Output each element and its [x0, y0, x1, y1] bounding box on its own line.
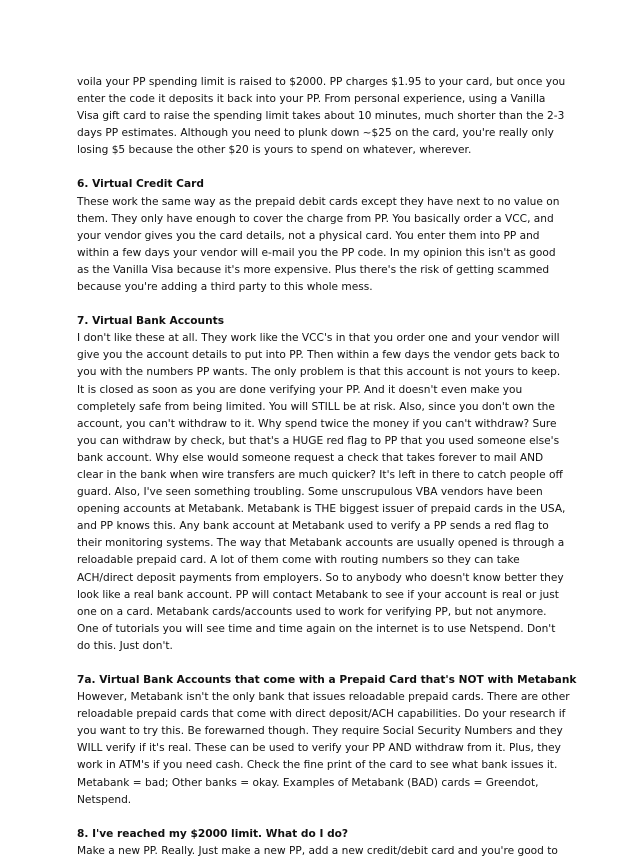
text-line: because you're adding a third party to this whole mess. — [77, 281, 373, 294]
text-line: However, Metabank isn't the only bank that issues reloadable prepaid cards. There are other — [77, 691, 570, 704]
text-line: work in ATM's if you need cash. Check the fine print of the card to see what bank issues it. — [77, 759, 558, 772]
text-line: reloadable prepaid card. A lot of them come with routing numbers so they can take — [77, 554, 520, 567]
section-spacer — [77, 655, 565, 672]
text-line: do this. Just don't. — [77, 639, 173, 652]
section-heading-virtual-bank-accounts: 7. Virtual Bank Accounts — [77, 315, 225, 328]
text-line: These work the same way as the prepaid debit cards except they have next to no value on — [77, 195, 560, 208]
text-line: one on a card. Metabank cards/accounts used to work for verifying PP, but not anymore. — [77, 605, 547, 618]
text-line: clear in the bank when wire transfers are much quicker? It's left in there to catch people off — [77, 468, 563, 481]
text-line: completely safe from being limited. You will STILL be at risk. Also, since you don't own the — [77, 400, 555, 413]
section-spacer — [77, 809, 565, 826]
text-line: as the Vanilla Visa because it's more expensive. Plus there's the risk of getting scammed — [77, 263, 550, 276]
text-line: account, you can't withdraw to it. Why spend twice the money if you can't withdraw? Sure — [77, 417, 557, 430]
text-line: bank account. Why else would someone request a check that takes forever to mail AND — [77, 451, 544, 464]
text-line: their monitoring systems. The way that Metabank accounts are usually opened is through a — [77, 537, 565, 550]
text-line: and PP knows this. Any bank account at Metabank used to verify a PP sends a red flag to — [77, 520, 549, 533]
text-line: give you the account details to put into PP. Then within a few days the vendor gets back to — [77, 349, 560, 362]
text-line: I don't like these at all. They work like the VCC's in that you order one and your vendor will — [77, 332, 560, 345]
text-line: days PP estimates. Although you need to plunk down ~$25 on the card, you're really only — [77, 127, 554, 140]
text-line: your vendor gives you the card details, not a physical card. You enter them into PP and — [77, 229, 540, 242]
section-body-prepaid-card-accounts — [77, 689, 570, 809]
intro-paragraph — [77, 74, 565, 159]
text-line: enter the code it deposits it back into your PP. From personal experience, using a Vanilla — [77, 93, 546, 106]
text-line: you can withdraw by check, but that's a HUGE red flag to PP that you used someone else's — [77, 434, 560, 447]
document-page — [77, 74, 577, 860]
section-heading-limit-reached: 8. I've reached my $2000 limit. What do I do? — [77, 827, 349, 840]
text-line: opening accounts at Metabank. Metabank is THE biggest issuer of prepaid cards in the USA, — [77, 503, 566, 516]
text-line: It is closed as soon as you are done verifying your PP. And it doesn't even make you — [77, 383, 523, 396]
text-line: them. They only have enough to cover the charge from PP. You basically order a VCC, and — [77, 212, 554, 225]
text-line: guard. Also, I've seen something troubling. Some unscrupulous VBA vendors have been — [77, 486, 543, 499]
text-line: ACH/direct deposit payments from employers. So to anybody who doesn't know better they — [77, 571, 564, 584]
section-heading-virtual-credit-card: 6. Virtual Credit Card — [77, 178, 204, 191]
section-spacer — [77, 296, 565, 313]
text-line: look like a real bank account. PP will contact Metabank to see if your account is real or just — [77, 588, 559, 601]
text-line: you with the numbers PP wants. The only problem is that this account is not yours to keep. — [77, 366, 561, 379]
text-line: Make a new PP. Really. Just make a new PP, add a new credit/debit card and you're good to — [77, 844, 558, 857]
section-spacer — [77, 159, 565, 176]
section-body-virtual-credit-card — [77, 194, 565, 297]
text-line: Visa gift card to raise the spending limit takes about 10 minutes, much shorter than the 2-3 — [77, 110, 565, 123]
text-line: losing $5 because the other $20 is yours to spend on whatever, wherever. — [77, 144, 472, 157]
text-line: within a few days your vendor will e-mail you the PP code. In my opinion this isn't as good — [77, 246, 556, 259]
text-line: voila your PP spending limit is raised to $2000. PP charges $1.95 to your card, but once you — [77, 76, 566, 88]
text-line: you want to try this. Be forewarned though. They require Social Security Numbers and they — [77, 725, 563, 738]
text-line: One of tutorials you will see time and time again on the internet is to use Netspend. Don't — [77, 622, 556, 635]
text-line: Netspend. — [77, 793, 132, 806]
text-line: WILL verify if it's real. These can be used to verify your PP AND withdraw from it. Plus, they — [77, 742, 561, 755]
text-line: Metabank = bad; Other banks = okay. Examples of Metabank (BAD) cards = Greendot, — [77, 776, 539, 789]
section-heading-prepaid-card-accounts: 7a. Virtual Bank Accounts that come with a Prepaid Card that's NOT with Metabank — [77, 674, 577, 686]
section-body-virtual-bank-accounts — [77, 330, 565, 655]
section-body-limit-reached — [77, 843, 565, 860]
text-line: reloadable prepaid cards that come with direct deposit/ACH capabilities. Do your research if — [77, 708, 566, 721]
